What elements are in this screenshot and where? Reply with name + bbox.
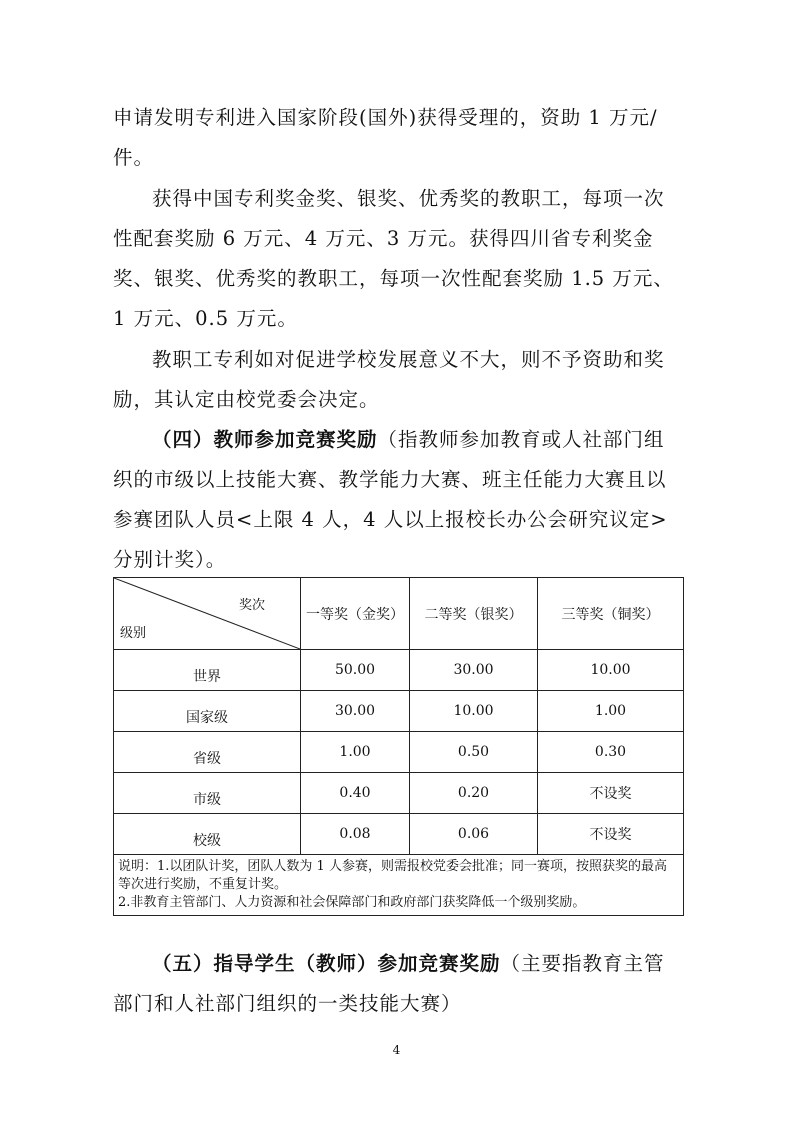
value-cell: 10.00 xyxy=(410,691,538,732)
level-cell: 市级 xyxy=(114,773,301,814)
value-cell: 1.00 xyxy=(301,732,410,773)
value-cell: 不设奖 xyxy=(538,814,684,855)
value-cell: 0.50 xyxy=(410,732,538,773)
section-4-description: （指教师参加教育或人社部门组织的市级以上技能大赛、教学能力大赛、班主任能力大赛且以参赛团队人员<上限 4 人，4 人以上报校长办公会研究议定>分别计奖）。 xyxy=(113,428,668,571)
level-cell: 世界 xyxy=(114,650,301,691)
table-row xyxy=(114,732,684,773)
table-corner-cell xyxy=(114,578,301,650)
value-cell: 30.00 xyxy=(301,691,410,732)
value-cell: 30.00 xyxy=(410,650,538,691)
header-third-prize: 三等奖（铜奖） xyxy=(538,578,684,650)
page-number: 4 xyxy=(392,1043,401,1057)
header-first-prize: 一等奖（金奖） xyxy=(301,578,410,650)
value-cell: 0.40 xyxy=(301,773,410,814)
paragraph-student-competition xyxy=(113,944,681,1024)
level-cell: 校级 xyxy=(114,814,301,855)
table-note xyxy=(114,855,684,916)
paragraph-teacher-competition xyxy=(113,420,681,580)
value-cell: 0.30 xyxy=(538,732,684,773)
value-cell: 10.00 xyxy=(538,650,684,691)
value-cell: 0.06 xyxy=(410,814,538,855)
award-table xyxy=(113,577,684,916)
corner-row-label: 级别 xyxy=(120,626,147,641)
section-heading-5: （五）指导学生（教师）参加竞赛奖励 xyxy=(152,952,501,975)
note-line-2: 2.非教育主管部门、人力资源和社会保障部门和政府部门获奖降低一个级别奖励。 xyxy=(118,895,586,910)
table-row xyxy=(114,773,684,814)
value-cell: 50.00 xyxy=(301,650,410,691)
corner-column-label: 奖次 xyxy=(238,598,265,613)
table-row xyxy=(114,814,684,855)
paragraph-patent-abroad: 申请发明专利进入国家阶段(国外)获得受理的，资助 1 万元/件。 xyxy=(113,106,658,169)
paragraph-patent-award: 获得中国专利奖金奖、银奖、优秀奖的教职工，每项一次性配套奖励 6 万元、4 万元、3 万元。获得四川省专利奖金奖、银奖、优秀奖的教职工，每项一次性配套奖励 1.5 万元、1 万元、0.5 万元。 xyxy=(113,187,674,330)
table-header-row xyxy=(114,578,684,650)
note-line-1: 说明：1.以团队计奖，团队人数为 1 人参赛，则需报校党委会批准；同一赛项，按照获奖的最高等次进行奖励，不重复计奖。 xyxy=(118,859,667,892)
table-row xyxy=(114,691,684,732)
value-cell: 不设奖 xyxy=(538,773,684,814)
table-row xyxy=(114,650,684,691)
paragraph-patent-exclusion: 教职工专利如对促进学校发展意义不大，则不予资助和奖励，其认定由校党委会决定。 xyxy=(113,348,665,411)
level-cell: 省级 xyxy=(114,732,301,773)
table-note-row xyxy=(114,855,684,916)
section-5-description: （主要指教育主管部门和人社部门组织的一类技能大赛） xyxy=(113,952,665,1015)
value-cell: 0.08 xyxy=(301,814,410,855)
value-cell: 1.00 xyxy=(538,691,684,732)
header-second-prize: 二等奖（银奖） xyxy=(410,578,538,650)
value-cell: 0.20 xyxy=(410,773,538,814)
level-cell: 国家级 xyxy=(114,691,301,732)
section-heading-4: （四）教师参加竞赛奖励 xyxy=(152,428,378,451)
